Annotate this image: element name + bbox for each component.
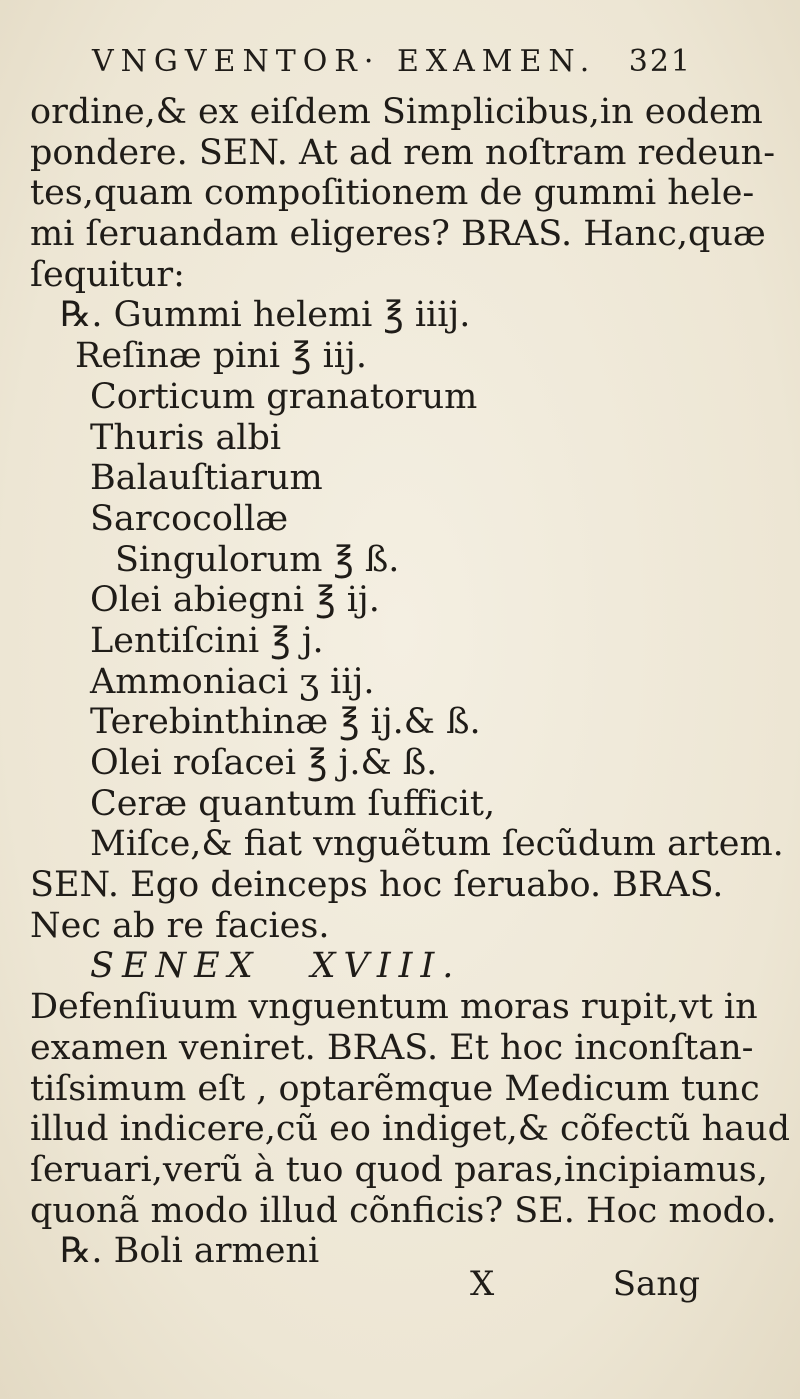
text-line: illud indicere,cũ eo indiget,& cõfectũ haud (30, 1109, 791, 1150)
recipe-line: Thuris albi (90, 417, 282, 458)
catchline (470, 1264, 700, 1308)
recipe-line: Corticum granatorum (90, 376, 478, 417)
text-line: tes,quam compoſitionem de gummi hele- (30, 173, 755, 214)
recipe-line: Sarcocollæ (90, 498, 289, 539)
text-line: SEN. Ego deinceps hoc ſeruabo. BRAS. (30, 865, 724, 906)
recipe-line: Ammoniaci ʒ iij. (90, 661, 375, 702)
text-line: examen veniret. BRAS. Et hoc inconſtan- (30, 1027, 754, 1068)
text-line: ordine,& ex eiſdem Simplicibus,in eodem (30, 92, 763, 132)
recipe-line: Olei roſacei ℥ j.& ß. (90, 743, 438, 783)
text-line: Defenſiuum vnguentum moras rupit,vt in (30, 987, 758, 1028)
recipe-line: Olei abiegni ℥ ij. (90, 580, 380, 621)
section-heading (30, 946, 770, 987)
text-line: Nec ab re facies. (30, 905, 330, 946)
text-line: tiſsimum eſt , optarẽmque Medicum tunc (30, 1068, 760, 1109)
heading-title: SENEX (90, 946, 261, 987)
body-text (30, 92, 791, 1272)
recipe-line: Balauſtiarum (90, 458, 323, 499)
recipe-line: ℞. Boli armeni (60, 1231, 320, 1272)
recipe-line: Singulorum ℥ ß. (115, 539, 400, 580)
text-line: quonã modo illud cõnficis? SE. Hoc modo. (30, 1190, 777, 1231)
page-number: 321 (628, 44, 692, 79)
text-line: ſequitur: (30, 254, 185, 295)
recipe-line: Ceræ quantum ſufficit, (90, 783, 496, 824)
text-line: ſeruari,verũ à tuo quod paras,incipiamus, (30, 1149, 768, 1190)
heading-number: XVIII. (310, 946, 462, 987)
recipe-line: Miſce,& fiat vnguẽtum ſecũdum artem. (90, 824, 784, 865)
recipe-line: Lentiſcini ℥ j. (90, 620, 324, 661)
recipe-line: Terebinthinæ ℥ ij.& ß. (90, 702, 481, 743)
catchword: Sang (612, 1264, 700, 1304)
recipe-line: Reſinæ pini ℥ iij. (75, 336, 367, 377)
signature-mark: X (470, 1264, 495, 1304)
text-line: mi ſeruandam eligeres? BRAS. Hanc,quæ (30, 214, 766, 255)
page-header (92, 44, 692, 88)
text-line: pondere. SEN. At ad rem noſtram redeun- (30, 132, 776, 173)
running-title: VNGVENTOR· EXAMEN. (92, 44, 597, 79)
recipe-line: ℞. Gummi helemi ℥ iiij. (60, 295, 471, 336)
